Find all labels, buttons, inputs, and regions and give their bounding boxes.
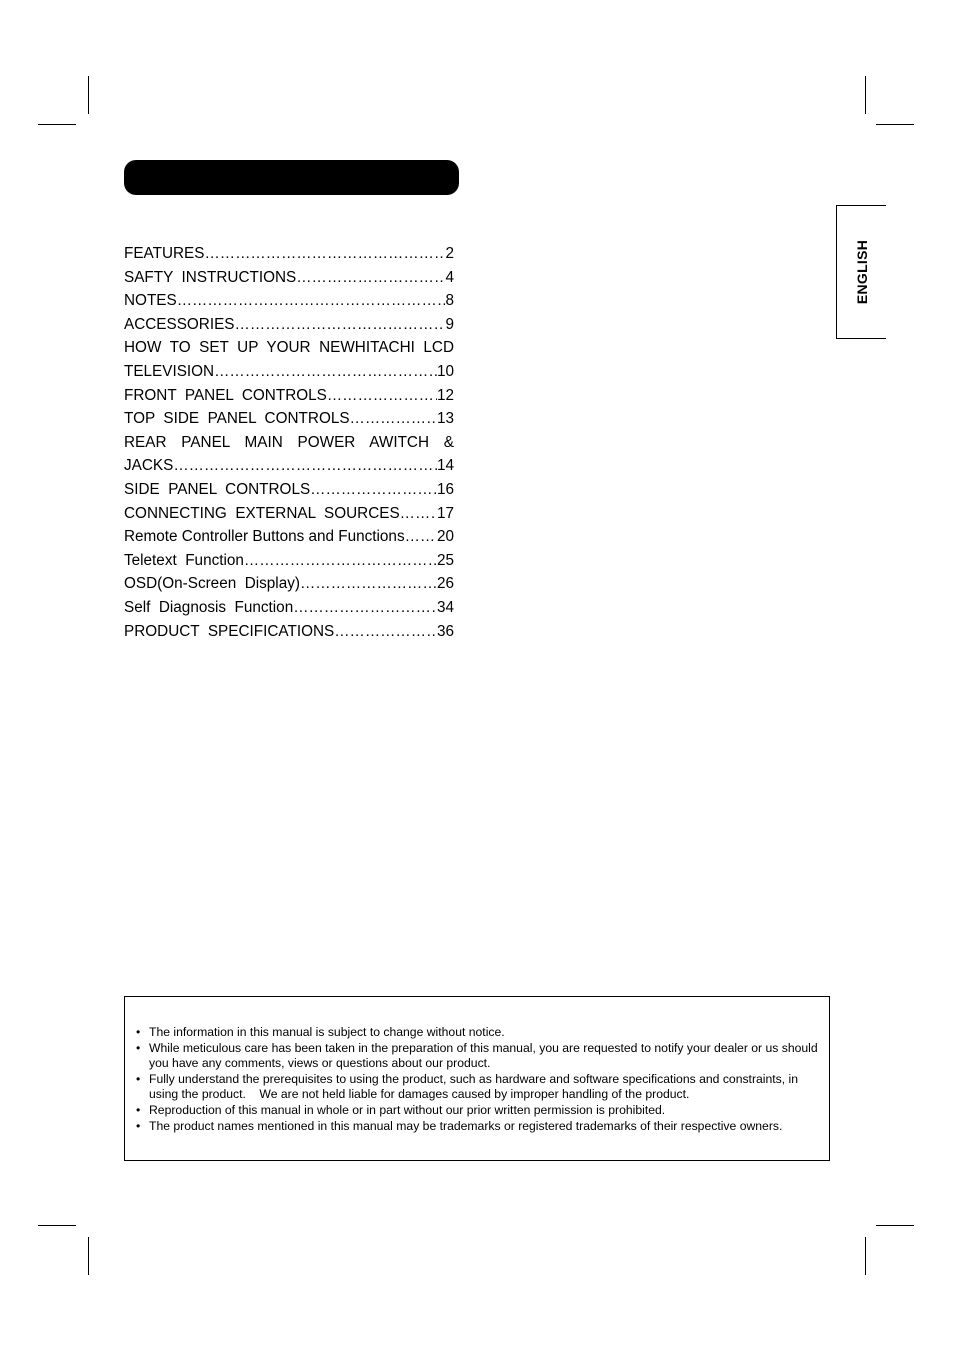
crop-mark (88, 1237, 89, 1275)
crop-mark (876, 124, 914, 125)
toc-entry-features[interactable]: FEATURES …………………………………………………………………………………………………………………………………… 2 (124, 242, 454, 266)
bullet-icon: • (136, 1118, 141, 1133)
crop-mark (38, 124, 76, 125)
toc-entry-remote-controller[interactable]: Remote Controller Buttons and Functions …………………………………………………………………………………………………………………………………… 20 (124, 525, 454, 549)
toc-entry-notes[interactable]: NOTES …………………………………………………………………………………………………………………………………… 8 (124, 289, 454, 313)
toc-entry-how-to-set-up[interactable]: HOW TO SET UP YOUR NEWHITACHI LCD (124, 339, 454, 357)
notice-item: • Reproduction of this manual in whole or in part without our prior written permission is prohibited. (136, 1102, 666, 1117)
notice-item: • While meticulous care has been taken in the preparation of this manual, you are requested to notify your dealer or us should you have any comments, views or questions about our product. (136, 1040, 818, 1071)
crop-mark (865, 76, 866, 114)
toc-entry-rear-panel[interactable]: REAR PANEL MAIN POWER AWITCH & (124, 433, 454, 451)
table-of-contents (124, 242, 454, 643)
crop-mark (865, 1237, 866, 1275)
bullet-icon: • (136, 1025, 141, 1039)
toc-entry-television[interactable]: TELEVISION …………………………………………………………………………………………………………………………………… 10 (124, 360, 454, 384)
toc-entry-jacks[interactable]: JACKS …………………………………………………………………………………………………………………………………… 14 (124, 454, 454, 478)
toc-entry-connecting-external-sources[interactable]: CONNECTING EXTERNAL SOURCES …………………………………………………………………………………………………………………………………… 17 (124, 502, 454, 526)
contents-title-bar (124, 160, 459, 195)
toc-entry-self-diagnosis[interactable]: Self Diagnosis Function …………………………………………………………………………………………………………………………………… 34 (124, 596, 454, 620)
bullet-icon: • (136, 1071, 141, 1086)
toc-entry-safty-instructions[interactable]: SAFTY INSTRUCTIONS …………………………………………………………………………………………………………………………………… 4 (124, 266, 454, 290)
notice-list (125, 997, 829, 1134)
language-label: ENGLISH (853, 239, 870, 305)
toc-entry-osd[interactable]: OSD(On-Screen Display) …………………………………………………………………………………………………………………………………… 26 (124, 572, 454, 596)
language-tab (836, 205, 886, 339)
toc-entry-teletext-function[interactable]: Teletext Function …………………………………………………………………………………………………………………………………… 25 (124, 549, 454, 573)
notice-box (124, 996, 830, 1161)
notice-item: • The information in this manual is subject to change without notice. (136, 1025, 505, 1039)
toc-entry-front-panel-controls[interactable]: FRONT PANEL CONTROLS …………………………………………………………………………………………………………………………………… 12 (124, 384, 454, 408)
crop-mark (88, 76, 89, 114)
toc-entry-product-specifications[interactable]: PRODUCT SPECIFICATIONS …………………………………………………………………………………………………………………………………… 36 (124, 620, 454, 644)
toc-entry-top-side-panel-controls[interactable]: TOP SIDE PANEL CONTROLS …………………………………………………………………………………………………………………………………… 13 (124, 407, 454, 431)
crop-mark (38, 1225, 76, 1226)
notice-item: • Fully understand the prerequisites to using the product, such as hardware and software specifications and constraints, in using the product. We are not held liable for damages caused by improper handling of the product. (136, 1071, 802, 1102)
notice-item: • The product names mentioned in this manual may be trademarks or registered trademarks of their respective owners. (136, 1118, 783, 1133)
toc-entry-side-panel-controls[interactable]: SIDE PANEL CONTROLS …………………………………………………………………………………………………………………………………… 16 (124, 478, 454, 502)
crop-mark (876, 1225, 914, 1226)
toc-entry-accessories[interactable]: ACCESSORIES …………………………………………………………………………………………………………………………………… 9 (124, 313, 454, 337)
bullet-icon: • (136, 1040, 141, 1055)
bullet-icon: • (136, 1102, 141, 1117)
